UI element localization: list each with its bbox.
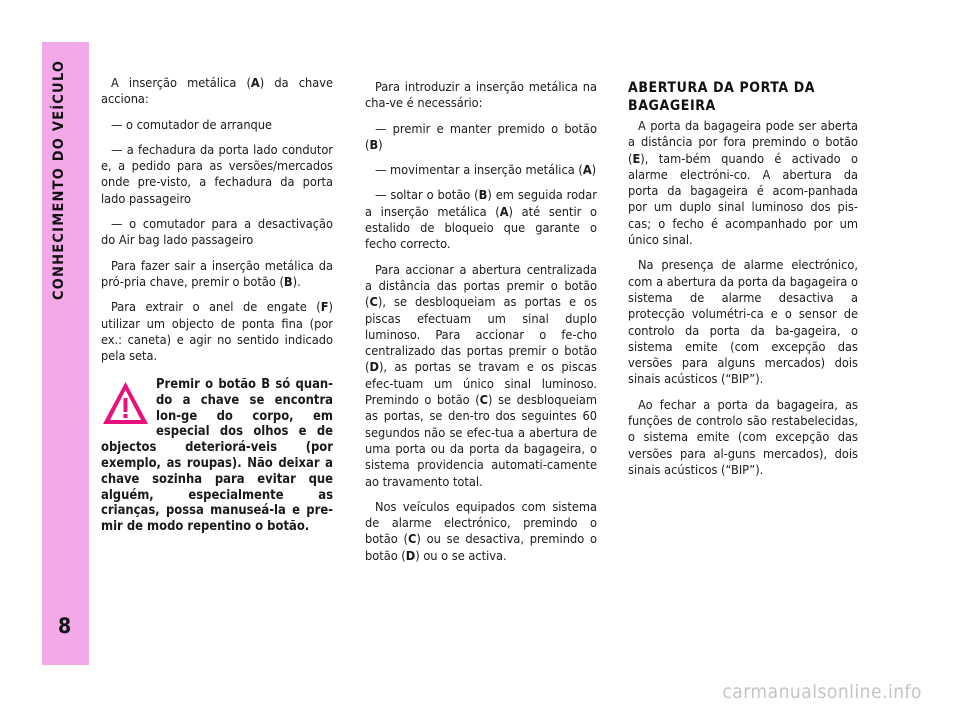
paragraph: — o comutador para a desactivação do Air bag lado passageiro	[101, 216, 333, 248]
page-number: 8	[58, 614, 72, 638]
warning-text: Premir o botão B só quan-do a chave se encontra lon-ge do corpo, em especial dos olhos e de objectos deteriorá-veis (por exemplo, as roupas). Não deixar a chave sozinha para evitar que alguém, especialmente as crianças, possa manuseá-la e pre-mir de modo repentino o botão.	[101, 377, 333, 535]
watermark-footer: carmanualsonline.info	[722, 681, 922, 703]
paragraph: A porta da bagageira pode ser aberta a distância por fora premindo o botão (E), tam-bém quando é activado o alarme electróni-co. A abertura da porta da bagageira é acom-panhada por um duplo sinal luminoso dos pis-cas; o fecho é acompanhado por um único sinal.	[628, 118, 858, 248]
paragraph: Na presença de alarme electrónico, com a abertura da porta da bagageira o sistema de alarme desactiva a protecção volumétri-ca e o sensor de controlo da porta da ba-gageira, o sistema emite (com excepção das versões para alguns mercados) dois sinais acústicos (“BIP”).	[628, 257, 858, 387]
paragraph: — premir e manter premido o botão (B)	[365, 120, 597, 152]
paragraph: Nos veículos equipados com sistema de alarme electrónico, premindo o botão (C) ou se desactiva, premindo o botão (D) ou o se activa.	[365, 498, 597, 563]
paragraph: A inserção metálica (A) da chave acciona:	[101, 75, 334, 107]
paragraph: Para accionar a abertura centralizada a distância das portas premir o botão (C), se desbloqueiam as portas e os piscas efectuam um sinal duplo luminoso. Para accionar o fe-cho centralizado das portas premir o botão (D), as portas se travam e os piscas efec-tuam um único sinal luminoso. Premindo o botão (C) se desbloqueiam as portas, se den-tro dos seguintes 60 segundos não se efec-tua a abertura de uma porta ou da porta da bagageira, o sistema providencia automati-camente ao travamento total.	[365, 261, 598, 489]
paragraph: Para fazer sair a inserção metálica da pró-pria chave, premir o botão (B).	[101, 257, 333, 289]
warning-triangle-icon	[101, 380, 150, 426]
paragraph: — movimentar a inserção metálica (A)	[375, 162, 597, 178]
paragraph: Para extrair o anel de engate (F) utilizar um objecto de ponta fina (por ex.: caneta) e agir no sentido indicado pela seta.	[101, 299, 333, 364]
column-3	[628, 79, 858, 487]
paragraph: — o comutador de arranque	[111, 116, 273, 132]
paragraph: Para introduzir a inserção metálica na cha-ve é necessário:	[365, 79, 597, 111]
warning-box	[101, 377, 333, 535]
paragraph: — soltar o botão (B) em seguida rodar a inserção metálica (A) até sentir o estalido de bloqueio que garante o fecho correcto.	[365, 187, 597, 252]
paragraph: Ao fechar a porta da bagageira, as funções de controlo são restabelecidas, o sistema emite (com excepção das versões para al-guns mercados), dois sinais acústicos (“BIP”).	[628, 396, 858, 477]
column-1	[101, 75, 333, 373]
column-2	[365, 79, 597, 573]
section-heading: ABERTURA DA PORTA DA BAGAGEIRA	[628, 80, 816, 114]
paragraph: — a fechadura da porta lado condutor e, a pedido para as versões/mercados onde pre-visto, a fechadura da porta lado passageiro	[101, 141, 333, 206]
chapter-title: CONHECIMENTO DO VEÍCULO	[51, 59, 67, 300]
